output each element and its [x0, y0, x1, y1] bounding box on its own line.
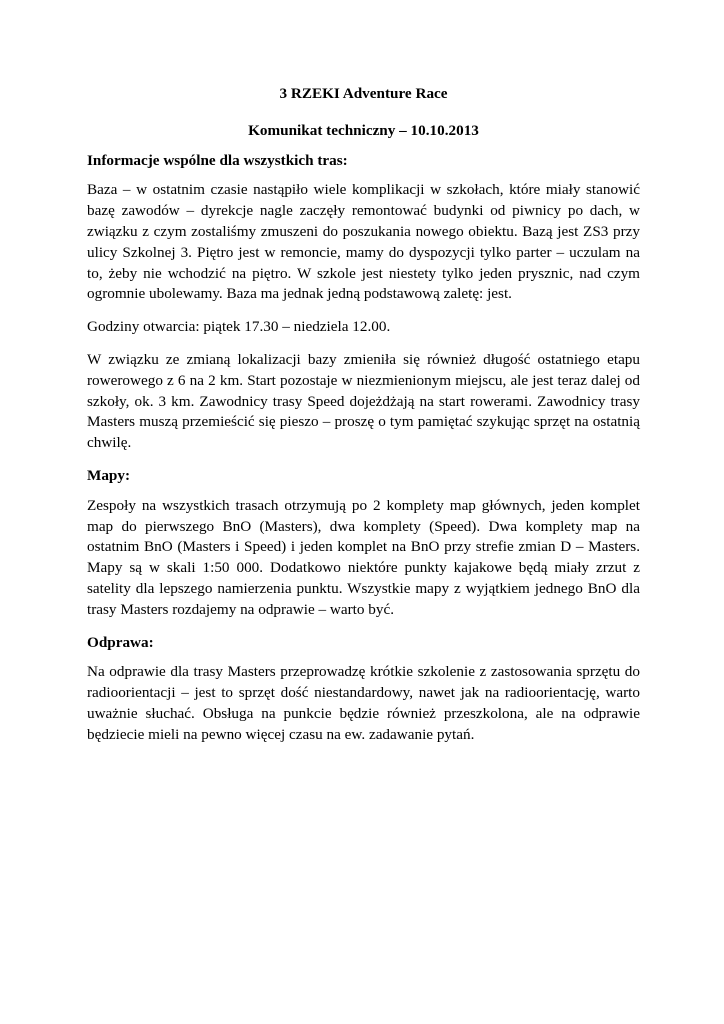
paragraph-briefing: Na odprawie dla trasy Masters przeprowadzę krótkie szkolenie z zastosowania sprzętu do radioorientacji – jest to sprzęt dość niestandardowy, nawet jak na radioorientację, warto uważnie słuchać. Obsługa na punkcie będzie również przeszkolona, ale na odprawie będziecie mieli na pewno więcej czasu na ew. zadawanie pytań.	[87, 663, 640, 743]
paragraph-base-info: Baza – w ostatnim czasie nastąpiło wiele komplikacji w szkołach, które miały stanowić bazę zawodów – dyrekcje nagle zaczęły remontować budynki od piwnicy po dach, w związku z czym zostaliśmy zmuszeni do poszukania nowego obiektu. Bazą jest ZS3 przy ulicy Szkolnej 3. Piętro jest w remoncie, mamy do dyspozycji tylko parter – uczulam na to, żeby nie wchodzić na piętro. W szkole jest niestety tylko jeden prysznic, nad czym ogromnie ubolewamy. Baza ma jednak jedną podstawową zaletę: jest.	[87, 181, 640, 303]
document-subtitle: Komunikat techniczny – 10.10.2013	[248, 121, 479, 139]
paragraph-maps: Zespoły na wszystkich trasach otrzymują po 2 komplety map głównych, jeden komplet map do pierwszego BnO (Masters), dwa komplety (Speed). Dwa komplety map na ostatnim BnO (Masters i Speed) i jeden komplet na BnO przy strefie zmian D – Masters. Mapy są w skali 1:50 000. Dodatkowo niektóre punkty kajakowe będą miały zrzut z satelity dla lepszego namierzenia punktu. Wszystkie mapy z wyjątkiem jednego BnO dla trasy Masters rozdajemy na odprawie – warto być.	[87, 496, 640, 618]
section-heading-briefing: Odprawa:	[87, 633, 154, 651]
document-content	[87, 84, 640, 758]
paragraph-opening-hours: Godziny otwarcia: piątek 17.30 – niedziela 12.00.	[87, 318, 391, 336]
section-heading-maps: Mapy:	[87, 466, 131, 484]
document-title: 3 RZEKI Adventure Race	[279, 85, 448, 102]
section-heading-info: Informacje wspólne dla wszystkich tras:	[87, 151, 348, 169]
paragraph-stage-change: W związku ze zmianą lokalizacji bazy zmieniła się również długość ostatniego etapu rowerowego z 6 na 2 km. Start pozostaje w niezmienionym miejscu, ale jest teraz dalej od szkoły, ok. 3 km. Zawodnicy trasy Speed dojeżdżają na start rowerami. Zawodnicy trasy Masters muszą przemieścić się pieszo – proszę o tym pamiętać szykując sprzęt na ostatnią chwilę.	[87, 350, 640, 452]
